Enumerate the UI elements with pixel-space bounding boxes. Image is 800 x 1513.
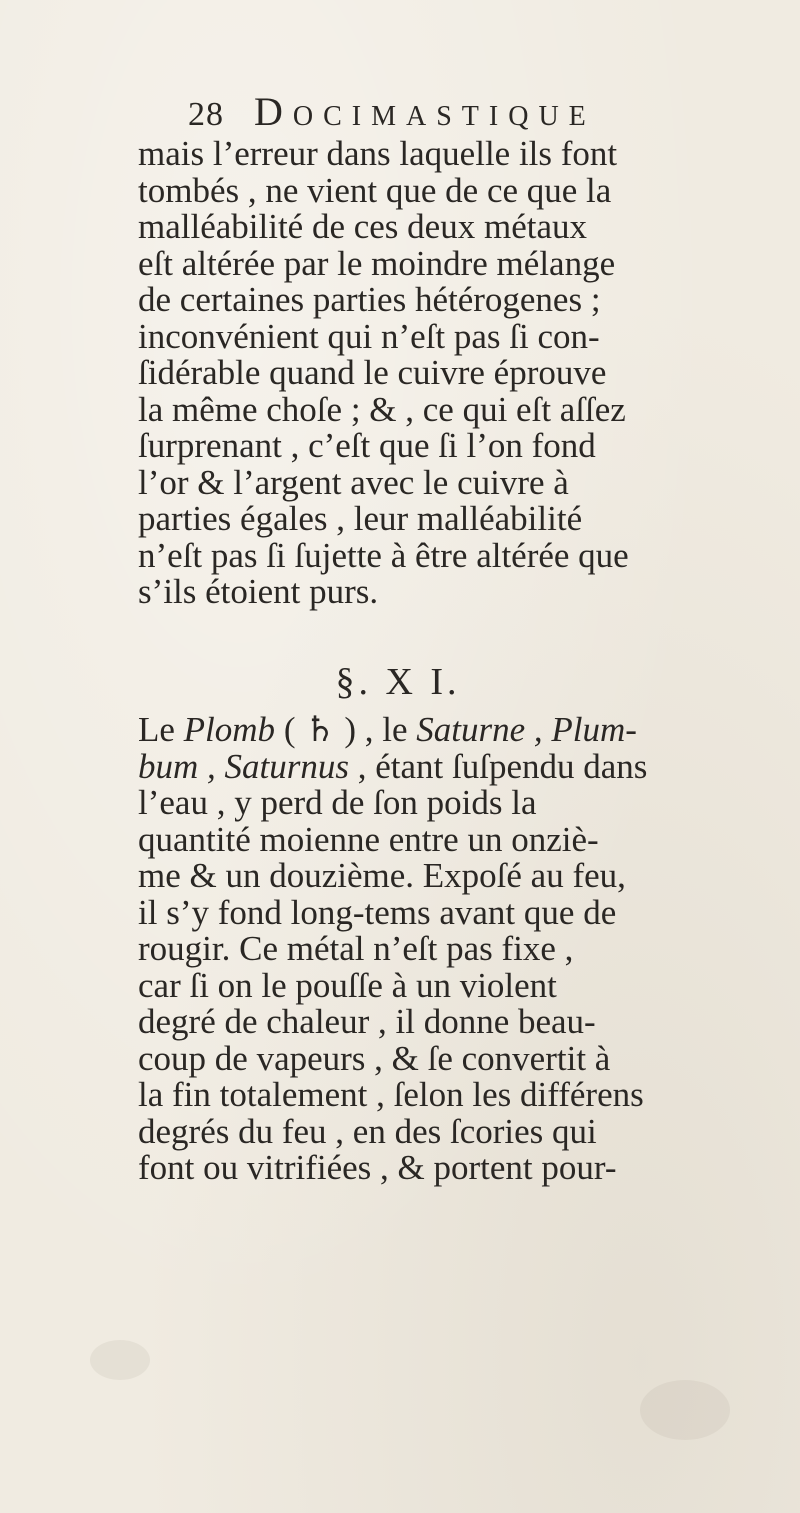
line-text: , étant ſuſpendu dans bbox=[349, 746, 648, 786]
section-heading: §. X I. bbox=[335, 661, 461, 703]
italic-term: Saturne , Plum- bbox=[416, 710, 637, 749]
text-line: car ſi on le pouſſe à un violent bbox=[138, 965, 557, 1005]
text-line: quantité moienne entre un onziè- bbox=[138, 819, 599, 859]
text-line: l’or & l’argent avec le cuivre à bbox=[138, 462, 569, 502]
text-line: inconvénient qui n’eſt pas ſi con- bbox=[138, 316, 600, 356]
running-head: Docimastique bbox=[254, 89, 596, 134]
text-line: de certaines parties hétérogenes ; bbox=[138, 280, 601, 319]
text-line: me & un douzième. Expoſé au feu, bbox=[138, 856, 626, 895]
text-line bbox=[138, 746, 778, 786]
text-line: eſt altérée par le moindre mélange bbox=[138, 243, 616, 283]
text-line: degré de chaleur , il donne beau- bbox=[138, 1002, 596, 1041]
text-line: n’eſt pas ſi ſujette à être altérée que bbox=[138, 535, 629, 575]
text-line: l’eau , y perd de ſon poids la bbox=[138, 783, 537, 822]
text-line: ſidérable quand le cuivre éprouve bbox=[138, 353, 607, 392]
text-line: malléabilité de ces deux métaux bbox=[138, 207, 587, 246]
text-line: rougir. Ce métal n’eſt pas fixe , bbox=[138, 929, 574, 968]
line-text: ( ♄ ) , le bbox=[275, 710, 417, 749]
text-line: parties égales , leur malléabilité bbox=[138, 499, 583, 538]
paragraph-2 bbox=[138, 712, 778, 1187]
text-line: tombés , ne vient que de ce que la bbox=[138, 170, 612, 210]
text-line: coup de vapeurs , & ſe convertit à bbox=[138, 1038, 611, 1078]
text-line: font ou vitrifiées , & portent pour- bbox=[138, 1148, 617, 1187]
text-line: mais l’erreur dans laquelle ils font bbox=[138, 134, 618, 173]
line-text: Le bbox=[138, 710, 184, 749]
text-line: la fin totalement , ſelon les différens bbox=[138, 1075, 644, 1114]
paper-stain bbox=[640, 1380, 730, 1440]
page-header bbox=[188, 88, 668, 138]
paper-stain bbox=[90, 1340, 150, 1380]
text-line bbox=[138, 712, 778, 749]
text-line: il s’y fond long-tems avant que de bbox=[138, 892, 617, 932]
text-line: degrés du feu , en des ſcories qui bbox=[138, 1111, 597, 1151]
italic-term: bum , Saturnus bbox=[138, 746, 349, 786]
page-number: 28 bbox=[188, 96, 224, 133]
text-line: s’ils étoient purs. bbox=[138, 572, 379, 611]
paragraph-1 bbox=[138, 136, 778, 611]
text-line: la même choſe ; & , ce qui eſt aſſez bbox=[138, 389, 626, 429]
italic-term: Plomb bbox=[183, 710, 276, 749]
text-line: ſurprenant , c’eſt que ſi l’on fond bbox=[138, 426, 596, 465]
